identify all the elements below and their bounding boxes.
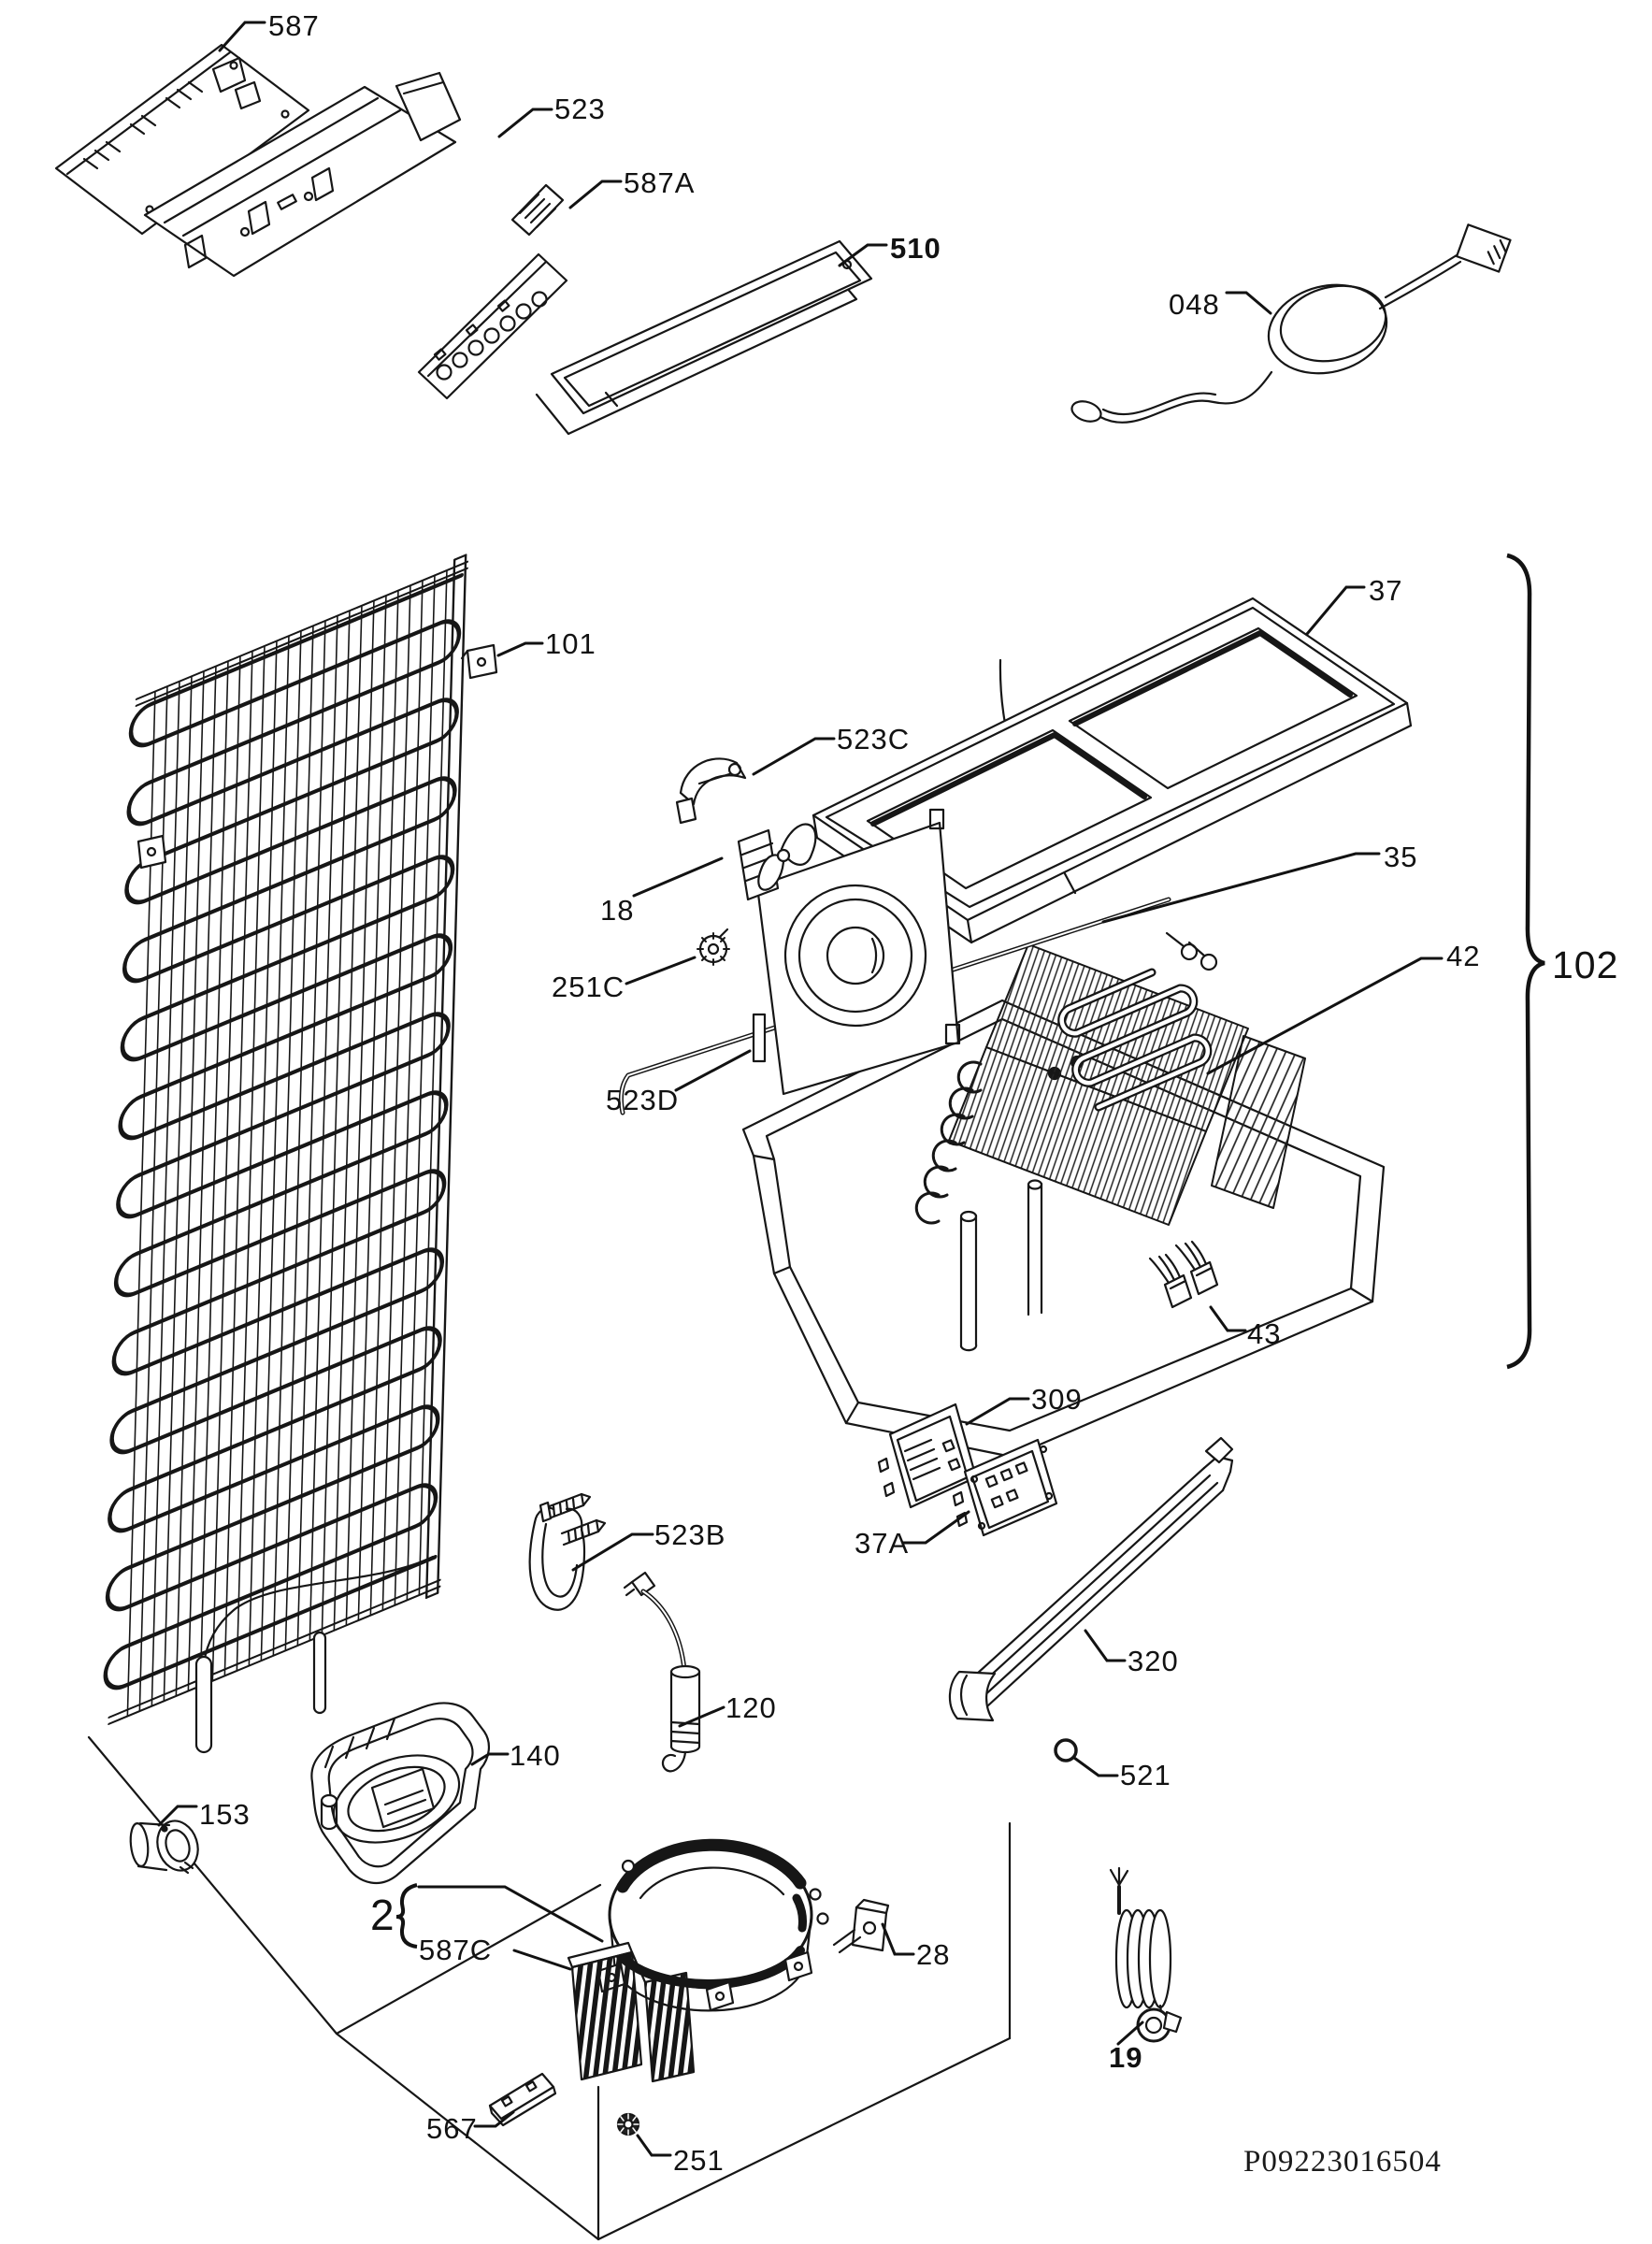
brace-2 — [396, 1885, 417, 1947]
pipe-clamp-523B — [530, 1494, 605, 1610]
label-587A: 587A — [624, 166, 696, 199]
leader-101 — [498, 643, 542, 655]
label-19: 19 — [1109, 2041, 1143, 2074]
leader-18 — [634, 858, 722, 896]
label-048: 048 — [1169, 288, 1220, 321]
leader-587C — [514, 1950, 570, 1969]
label-18: 18 — [600, 894, 635, 927]
label-101: 101 — [545, 627, 596, 660]
label-251C: 251C — [552, 971, 625, 1003]
leader-120 — [680, 1707, 724, 1726]
label-521: 521 — [1120, 1759, 1171, 1791]
control-pcb-587A — [419, 185, 567, 398]
power-cord-19 — [1111, 1868, 1181, 2041]
leader-587A — [570, 181, 621, 208]
label-567: 567 — [426, 2112, 478, 2145]
label-35: 35 — [1384, 841, 1418, 873]
label-2: 2 — [370, 1891, 395, 1939]
label-587: 587 — [268, 9, 320, 42]
leader-35 — [1103, 854, 1379, 922]
mounting-clip-left — [138, 836, 165, 868]
fan-bracket-523C — [677, 758, 745, 823]
display-cover-510 — [537, 241, 871, 434]
leader-320 — [1085, 1631, 1125, 1661]
fan-coupling-251C — [697, 929, 729, 965]
label-523D: 523D — [606, 1084, 680, 1116]
label-510: 510 — [890, 232, 941, 265]
label-37A: 37A — [855, 1527, 910, 1560]
mounting-plate-567 — [490, 2074, 555, 2125]
screw — [540, 1494, 590, 1521]
label-523C: 523C — [837, 723, 911, 755]
brace-102 — [1507, 555, 1544, 1367]
label-523B: 523B — [654, 1518, 726, 1551]
leader-251C — [626, 957, 695, 984]
label-309: 309 — [1031, 1383, 1083, 1416]
label-28: 28 — [916, 1938, 951, 1971]
sensor-cable-048 — [1070, 224, 1511, 424]
mounting-clip-28 — [834, 1900, 888, 1952]
drain-tray-140 — [311, 1703, 489, 1882]
bushing-153 — [129, 1816, 205, 1876]
condenser-grid-101 — [104, 554, 496, 1752]
label-120: 120 — [725, 1691, 777, 1724]
thermostat-sensor-120 — [625, 1573, 699, 1771]
label-43: 43 — [1247, 1317, 1282, 1350]
leader-251 — [638, 2136, 670, 2155]
leader-521 — [1074, 1758, 1117, 1776]
leader-523 — [499, 109, 552, 137]
label-153: 153 — [199, 1798, 251, 1831]
label-42: 42 — [1446, 940, 1481, 972]
leader-587 — [220, 22, 265, 50]
label-251: 251 — [673, 2144, 725, 2177]
leader-523C — [754, 739, 834, 774]
leader-048 — [1227, 293, 1271, 313]
label-523: 523 — [554, 93, 606, 125]
document-number: P09223016504 — [1243, 2145, 1442, 2179]
leader-28 — [883, 1924, 913, 1954]
drier-tube — [196, 1657, 211, 1752]
nut-251 — [618, 2114, 639, 2135]
drain-rod — [314, 1633, 325, 1713]
label-140: 140 — [510, 1739, 561, 1772]
mounting-clip-101 — [462, 645, 496, 678]
label-102: 102 — [1552, 943, 1619, 986]
leader-37 — [1307, 587, 1364, 634]
label-587C: 587C — [419, 1934, 493, 1966]
label-37: 37 — [1369, 574, 1403, 607]
label-320: 320 — [1128, 1645, 1179, 1677]
